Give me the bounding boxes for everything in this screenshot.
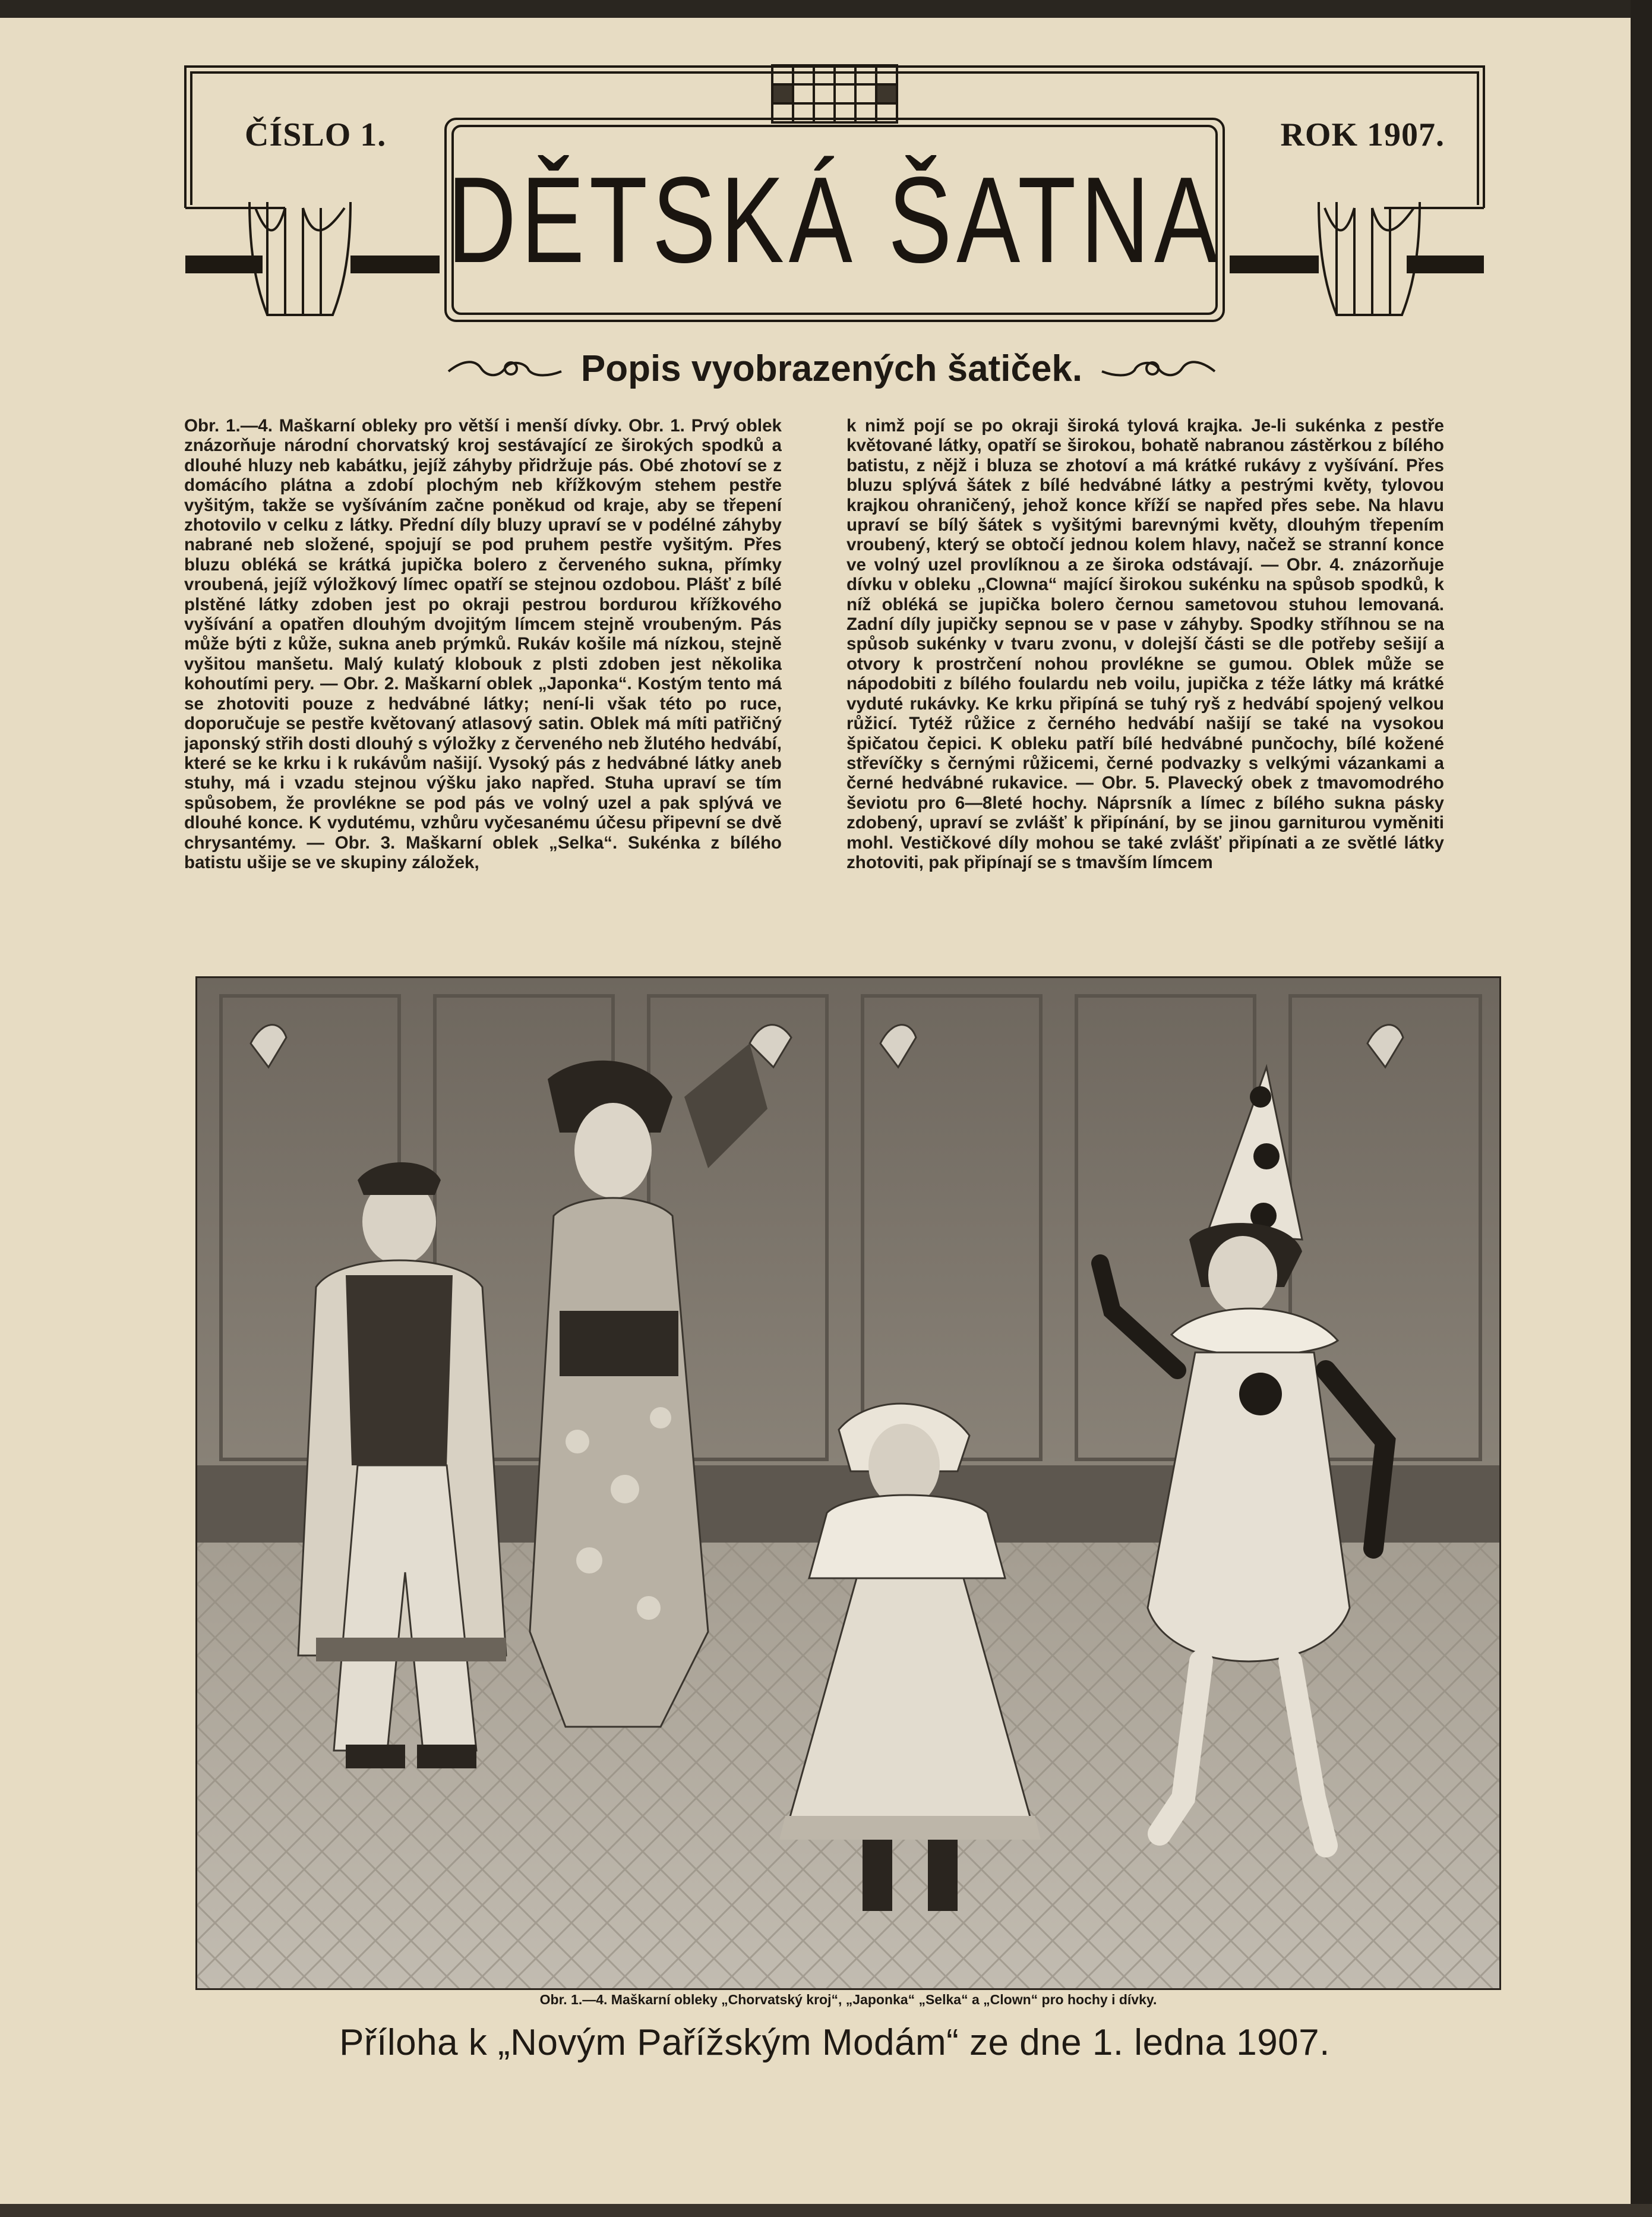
issue-year: ROK 1907. <box>1280 116 1445 153</box>
figure-caption: Obr. 1.—4. Maškarní obleky „Chorvatský kroj“, „Japonka“ „Selka“ a „Clown“ pro hochy i dívky. <box>539 1992 1157 2007</box>
costume-photograph-illustration <box>197 978 1499 1988</box>
costume-photograph <box>197 978 1499 1988</box>
article-text-left: Obr. 1.—4. Maškarní obleky pro větší i menší dívky. Obr. 1. Prvý oblek znázorňuje národní chorvatský kroj sestávající ze širokých spodků a dlouhé hluzy neb kabátku, jejíž záhyby přidržuje pás. Obé zhotoví se z domácího plátna a zdobí plochým neb křížkovým stehem pestře vyšitým, takže se vyšíváním začne poněkud od kraje, aby se třepení zhotovilo v celku z látky. Přední díly bluzy upraví se v podélné záhyby nabrané neb složené, spojují se pod pruhem pestře vyšitým. Přes bluzu obléká se krátká jupička bolero z červeného sukna, přímky vroubená, jejíž výložkový límec opatří se stejnou ozdobou. Plášť z bílé plstěné látky zdoben jest po okraji pestrou bordurou křížkového vyšívání a opatřen dlouhým dvojitým límcem stejně vroubeným. Pás může býti z kůže, sukna aneb prýmků. Rukáv košile má nízkou, stejně vyšitou manšetu. Malý kulatý klobouk z plsti zdoben jest několika kohoutími pery. — Obr. 2. Maškarní oblek „Japonka“. Kostým tento má se zhotoviti pouze z hedvábné látky; není-li však této po ruce, doporučuje se pestře květovaný atlasový satin. Oblek má míti patřičný japonský střih dosti dlouhý s výložky z červeného neb žlutého hedvábí, které se ke krku i k rukávům našijí. Vysoký pás z hedvábné látky aneb stuhy, má i vzadu stejnou výšku jako napřed. Stuha upraví se tím spůsobem, že provlékne se pod pás ve volný uzel a pak splývá ve dlouhé konce. K vydutému, vzhůru vyčesanému účesu připevní se dvě chrysantémy. — Obr. 3. Maškarní oblek „Selka“. Sukénka z bílého batistu ušije se ve skupiny záložek, <box>184 416 782 872</box>
page-scan-edge-bottom <box>0 2204 1652 2217</box>
flourish-right-icon <box>1099 354 1218 383</box>
masthead-title-box <box>446 119 1224 321</box>
article-text-right: k nimž pojí se po okraji široká tylová krajka. Je-li sukénka z pestře květované látky, opatří se širokou, bohatě nabranou zástěrkou z bílého batistu, z nějž i bluza se zhotoví a má krátké rukávy z vyšívání. Přes bluzu splývá šátek z bílé hedvábné látky a pestrými květy, tylovou krajkou ohraničený, jehož konce kříží se napřed přes sebe. Na hlavu upraví se bílý šátek s vyšitými barevnými květy, dlouhým třepením vroubený, který se obtočí jednou kolem hlavy, načež se stranní konce ve volný uzel provlíknou a ze široka odstávají. — Obr. 4. znázorňuje dívku v obleku „Clowna“ mající širokou sukénku na spůsob spodků, k níž obléká se jupička bolero černou sametovou stuhou lemovaná. Zadní díly jupičky sepnou se v pase v záhyby. Spodky stříhnou se na spůsob sukénky v tvaru zvonu, v dolejší části se dle potřeby sešijí a otvory k prostrčení nohou provlékne se gumou. Oblek může se nápodobiti z bílého foulardu neb voilu, jupička z téže látky má krátké vyduté rukávky. Ke krku připíná se tuhý ryš z hedvábí spojený velkou růžicí. Tytéž růžice z černého hedvábí našijí se také na vysokou špičatou čepici. K obleku patří bílé hedvábné punčochy, bílé kožené střevíčky s černými růžicemi, černé podvazky s velkými vázankami a černé hedvábné rukavice. — Obr. 5. Plavecký obek z tmavomodrého ševiotu pro 6—8leté hochy. Náprsník a límec z bílého sukna pásky zdobený, upraví se zvlášť k připínání, by se jinou garniturou vyměniti mohl. Vestičkové díly mohou se také zvlášť připínati a ze světlé látky zhotoviti, pak připínají se s tmavším límcem <box>846 416 1444 872</box>
flourish-left-icon <box>446 354 564 383</box>
section-heading-row <box>440 342 1224 395</box>
article-column-left <box>184 416 782 915</box>
page-scan-edge-right <box>1631 0 1652 2217</box>
magazine-title: DĚTSKÁ ŠATNA <box>447 151 1223 288</box>
issue-number: ČÍSLO 1. <box>245 116 387 153</box>
article-column-right <box>846 416 1444 915</box>
section-heading: Popis vyobrazených šatiček. <box>580 348 1083 389</box>
supplement-note: Příloha k „Novým Pařížským Modám“ ze dne 1. ledna 1907. <box>339 2022 1330 2063</box>
masthead <box>178 59 1491 339</box>
page-scan-edge-top <box>0 0 1652 18</box>
